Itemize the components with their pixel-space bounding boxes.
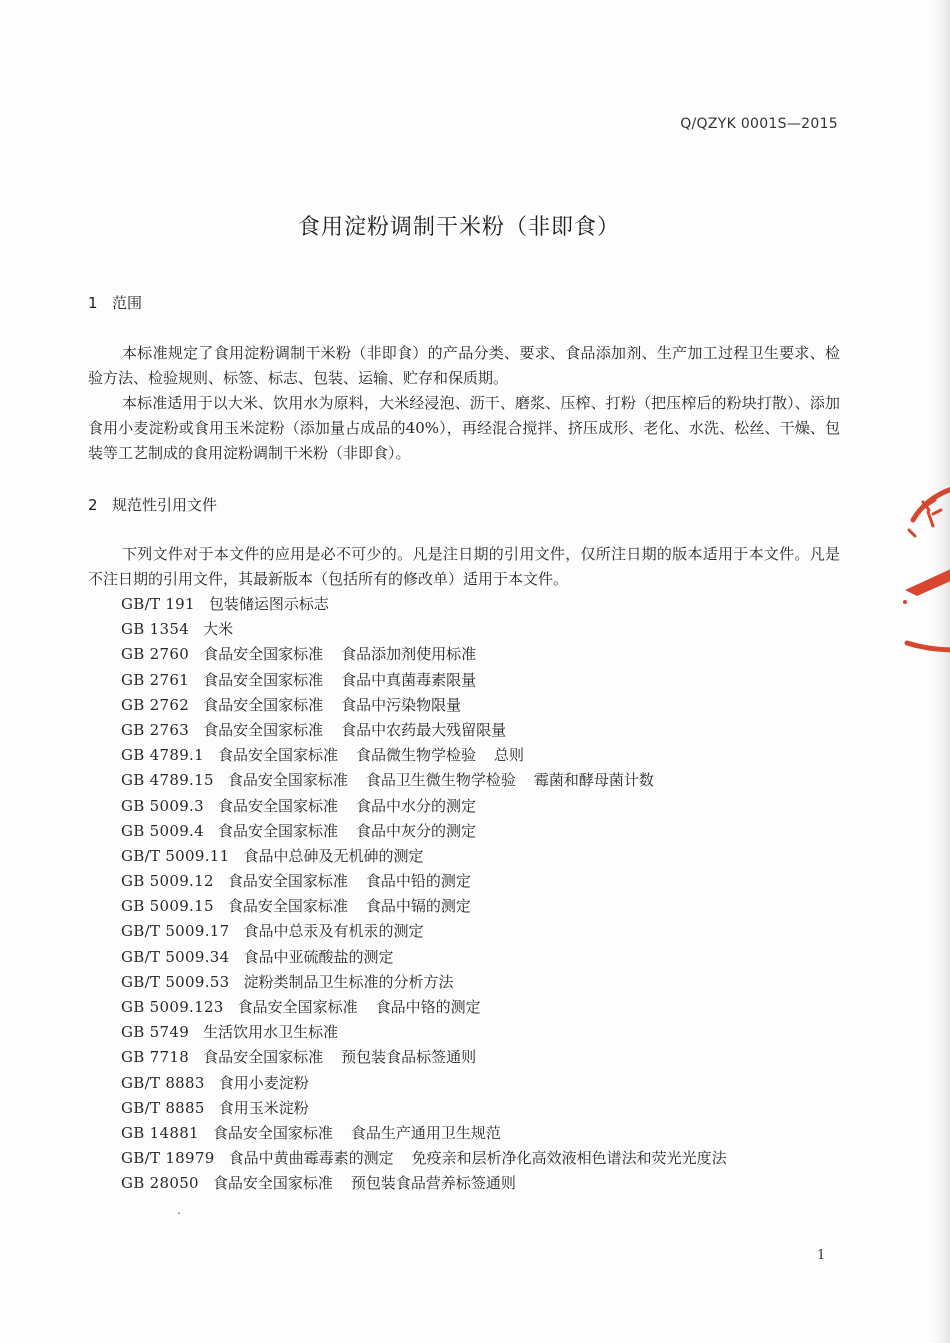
reference-code: GB 4789.1	[121, 746, 204, 765]
reference-code: GB 2760	[121, 645, 190, 664]
reference-item	[121, 617, 745, 642]
red-seal-stamp-fragment	[895, 480, 950, 670]
reference-code: GB 7718	[121, 1048, 190, 1067]
reference-code: GB 1354	[121, 620, 190, 639]
reference-title: 食品中污染物限量	[341, 695, 462, 714]
reference-item	[121, 768, 745, 793]
reference-code: GB 28050	[121, 1174, 199, 1193]
reference-item	[121, 1045, 745, 1070]
reference-item	[121, 819, 745, 844]
reference-title: 食品安全国家标准	[217, 746, 338, 765]
reference-item	[121, 894, 745, 919]
reference-item	[121, 794, 745, 819]
reference-title: 食品生产通用卫生规范	[350, 1123, 501, 1142]
section-heading-normative-references	[88, 494, 217, 515]
reference-title: 食品安全国家标准	[212, 1123, 333, 1142]
reference-item	[121, 970, 745, 995]
reference-title: 食品安全国家标准	[203, 645, 324, 664]
reference-code: GB 5009.12	[121, 872, 214, 891]
reference-code: GB/T 8885	[121, 1098, 205, 1117]
section-heading-scope	[88, 292, 142, 313]
reference-title: 食品中铅的测定	[365, 872, 471, 891]
reference-title: 食品中真菌毒素限量	[341, 670, 477, 689]
reference-item	[121, 668, 745, 693]
reference-title: 预包装食品营养标签通则	[350, 1174, 516, 1193]
reference-code: GB/T 18979	[121, 1149, 215, 1168]
reference-item	[121, 945, 745, 970]
reference-title: 食用小麦淀粉	[218, 1073, 309, 1092]
scope-paragraph-1: 本标准规定了食用淀粉调制干米粉（非即食）的产品分类、要求、食品添加剂、生产加工过程卫生要求、检验方法、检验规则、标签、标志、包装、运输、贮存和保质期。	[88, 344, 840, 387]
reference-title: 食品安全国家标准	[227, 872, 348, 891]
reference-item	[121, 1096, 745, 1121]
reference-title: 食品卫生微生物学检验	[365, 771, 516, 790]
reference-code: GB/T 5009.11	[121, 846, 230, 865]
reference-code: GB 5009.123	[121, 998, 224, 1016]
reference-item	[121, 1121, 745, 1146]
reference-title: 食品安全国家标准	[217, 821, 338, 840]
reference-code: GB/T 5009.53	[121, 972, 230, 991]
reference-code: GB/T 191	[121, 595, 195, 613]
reference-code: GB/T 8883	[121, 1073, 205, 1092]
section-number: 1	[88, 294, 98, 312]
reference-title: 食品安全国家标准	[227, 897, 348, 916]
stray-mark: .	[177, 1203, 181, 1217]
reference-code: GB 5009.4	[121, 821, 204, 840]
reference-title: 食品中总砷及无机砷的测定	[243, 846, 424, 865]
section-title: 规范性引用文件	[112, 496, 218, 514]
reference-code: GB/T 5009.17	[121, 922, 230, 941]
reference-title: 大米	[203, 620, 234, 639]
reference-title: 食品中水分的测定	[355, 796, 476, 815]
page-edge-shadow	[930, 0, 950, 1343]
reference-code: GB 2763	[121, 720, 190, 739]
reference-item	[121, 592, 745, 617]
reference-item	[121, 995, 745, 1020]
scope-paragraph-2: 本标准适用于以大米、饮用水为原料，大米经浸泡、沥干、磨浆、压榨、打粉（把压榨后的粉块打散）、添加食用小麦淀粉或食用玉米淀粉（添加量占成品的40%），再经混合搅拌、挤压成形、老化、水洗、松丝、干燥、包装等工艺制成的食用淀粉调制干米粉（非即食）。	[88, 394, 840, 462]
reference-title: 食品中总汞及有机汞的测定	[243, 922, 424, 941]
reference-item	[121, 718, 745, 743]
reference-title: 食品中农药最大残留限量	[341, 720, 507, 739]
reference-title: 生活饮用水卫生标准	[203, 1023, 339, 1042]
reference-title: 总则	[494, 746, 525, 765]
reference-code: GB 5749	[121, 1023, 190, 1042]
reference-title: 食用玉米淀粉	[218, 1098, 309, 1117]
reference-item	[121, 1071, 745, 1096]
reference-title: 霉菌和酵母菌计数	[533, 771, 654, 790]
reference-title: 食品安全国家标准	[227, 771, 348, 790]
reference-code: GB/T 5009.34	[121, 947, 230, 966]
reference-code: GB 5009.3	[121, 796, 204, 815]
reference-item	[121, 844, 745, 869]
reference-title: 食品微生物学检验	[355, 746, 476, 765]
section-number: 2	[88, 496, 98, 514]
reference-item	[121, 1146, 745, 1171]
reference-title: 食品安全国家标准	[203, 1048, 324, 1067]
reference-title: 食品安全国家标准	[237, 998, 358, 1016]
reference-item	[121, 1020, 745, 1045]
reference-title: 食品中镉的测定	[365, 897, 471, 916]
reference-title: 食品安全国家标准	[217, 796, 338, 815]
reference-item	[121, 869, 745, 894]
reference-list	[121, 592, 745, 1197]
reference-title: 食品中铬的测定	[375, 998, 481, 1016]
reference-title: 食品安全国家标准	[203, 695, 324, 714]
reference-code: GB 5009.15	[121, 897, 214, 916]
reference-code: GB 4789.15	[121, 771, 214, 790]
reference-title: 食品中灰分的测定	[355, 821, 476, 840]
reference-code: GB 14881	[121, 1123, 199, 1142]
reference-item	[121, 743, 745, 768]
reference-title: 食品安全国家标准	[212, 1174, 333, 1193]
reference-item	[121, 693, 745, 718]
document-title: 食用淀粉调制干米粉（非即食）	[297, 215, 620, 240]
reference-code: GB 2762	[121, 695, 190, 714]
reference-item	[121, 642, 745, 667]
document-code: Q/QZYK 0001S—2015	[680, 116, 838, 132]
reference-title: 食品中黄曲霉毒素的测定	[228, 1149, 394, 1168]
reference-title: 食品安全国家标准	[203, 720, 324, 739]
references-intro-paragraph: 下列文件对于本文件的应用是必不可少的。凡是注日期的引用文件，仅所注日期的版本适用于本文件。凡是不注日期的引用文件，其最新版本（包括所有的修改单）适用于本文件。	[88, 545, 840, 588]
reference-title: 预包装食品标签通则	[341, 1048, 477, 1067]
reference-title: 包装储运图示标志	[208, 595, 329, 613]
reference-item	[121, 919, 745, 944]
reference-title: 食品安全国家标准	[203, 670, 324, 689]
reference-title: 食品添加剂使用标准	[341, 645, 477, 664]
reference-title: 食品中亚硫酸盐的测定	[243, 947, 394, 966]
reference-title: 淀粉类制品卫生标准的分析方法	[243, 972, 454, 991]
section-title: 范围	[112, 294, 143, 312]
reference-item	[121, 1171, 745, 1196]
page-number: 1	[817, 1248, 826, 1263]
reference-title: 免疫亲和层析净化高效液相色谱法和荧光光度法	[411, 1149, 727, 1168]
reference-code: GB 2761	[121, 670, 190, 689]
